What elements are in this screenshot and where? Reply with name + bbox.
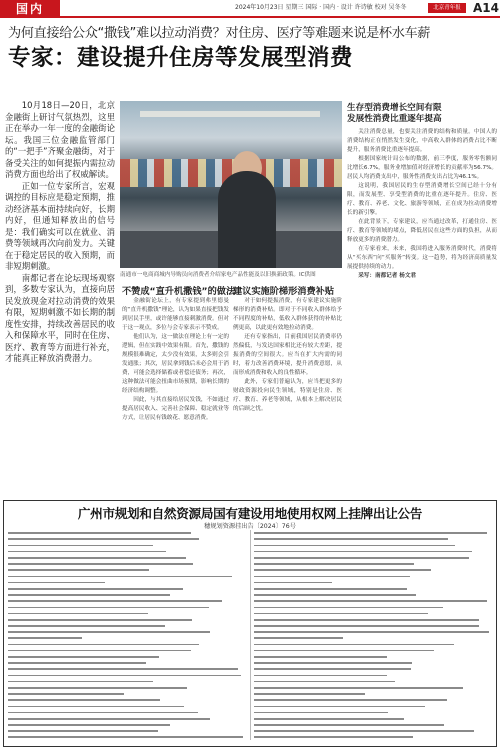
body-paragraph: 在此背景下，专家建议，应当通过改革，打通住房、医疗、教育等领域的堵点，降低居民在这些方面的负担，从而释放更多的消费潜力。 <box>347 219 497 243</box>
body-paragraph: 在专家看来，未来，我国将进入服务消费时代，消费将从“买东西”向“买服务”转变。这一趋势，将为经济高质量发展提供持续的动力。 <box>347 246 497 270</box>
notice-fine-print-line <box>8 734 249 740</box>
article-headline: 专家：建设提升住房等发展型消费 <box>8 45 354 71</box>
page-header <box>0 0 500 18</box>
photo-caption: 南通市一电商商城内导购员向消费者介绍家电产品性能及以旧换新政策。IC供图 <box>120 272 316 278</box>
article-photo <box>120 101 342 268</box>
notice-text-left <box>8 530 249 742</box>
lead-column <box>5 100 115 495</box>
body-paragraph: 因此，与其直接给居民发钱，不如通过提高居民收入、完善社会保障、稳定就业等方式，让居民有钱敢花、愿意消费。 <box>122 397 229 421</box>
lead-paragraph: 10月18日—20日，北京金融街上研讨气氛热烈，这里正在举办一年一度的金融街论坛。我国三位金融监管部门的“一把手”齐聚金融街，对于备受关注的如何提振内需拉动消费方面也给出了权威解读。 <box>5 100 115 179</box>
notice-fine-print-line <box>254 734 495 740</box>
body-paragraph: 关注消费总量，也要关注消费的结构和质量。中国人的消费结构正在悄然发生变化，中高收入群体的消费占比不断提升，服务消费比重逐年提高。 <box>347 129 497 153</box>
body-paragraph: 金融街论坛上，有专家提到弗里德曼的“直升机撒钱”理论，认为如果直接把钱发到居民手里，或许能够直接刺激消费。但对于这一观点，多位与会专家表示不赞成。 <box>122 298 229 331</box>
body-paragraph: 这说明，我国居民的生存型消费增长空间已经十分有限，而发展型、享受型消费的比重在逐年提升。住房、医疗、教育、养老、文化、旅游等领域，正在成为拉动消费增长的新引擎。 <box>347 183 497 216</box>
section-heading-tiered-subsidy: 建议实施阶梯形消费补贴 <box>233 286 335 297</box>
middle-column-1 <box>122 297 229 495</box>
middle-column-2 <box>233 297 342 495</box>
page-number: A14 <box>473 1 499 15</box>
article-subheadline: 为何直接给公众“撒钱”难以拉动消费？对住房、医疗等难题来说是杯水车薪 <box>8 26 431 41</box>
date-line: 2024年10月23日 星期三 国际 · 国内 · 设计 许诗敏 校对 吴冬冬 <box>235 4 407 11</box>
body-paragraph: 还有专家指出，目前我国居民消费率仍然偏低，与发达国家相比还有较大差距，提振消费的空间很大。应当在扩大内需的同时，着力改善消费环境，提升消费意愿，从而形成消费和收入的良性循环。 <box>233 334 342 376</box>
body-paragraph: 根据国家统计局公布的数据，前三季度，服务零售额同比增长6.7%，服务业增加值对经济增长的贡献率为56.7%。居民人均消费支出中，服务性消费支出占比为46.1%。 <box>347 156 497 180</box>
section-label: 国内 <box>0 0 60 18</box>
body-paragraph: 对于如何提振消费，有专家建议实施阶梯形的消费补贴。即对于不同收入群体给予不同程度的补贴，低收入群体获得的补贴比例更高，以此更有效地拉动消费。 <box>233 298 342 331</box>
lead-paragraph: 南都记者在论坛现场观察到，多数专家认为，直接向居民发放现金对拉动消费的效果有限，短期刺激不如长期的制度性安排，持续改善居民的收入和保障水平，同时在住房、医疗、教育等方面进行补充，才能真正释放消费潜力。 <box>5 272 115 363</box>
body-paragraph: 此外，专家们普遍认为，应当把更多的财政资源投向民生领域，特别是住房、医疗、教育、养老等领域，从根本上解决居民的后顾之忧。 <box>233 379 342 412</box>
byline: 采写：南都记者 杨文君 <box>358 273 417 279</box>
right-column <box>347 128 497 495</box>
lead-paragraph: 正如一位专家所言，宏观调控的目标应是稳定预期，推动经济基本面持续向好，长期内好，但通知释放出的信号是：我们确实可以在就业、消费等领域再次向前发力。关键在于稳定居民的收入预期，而非短期刺激。 <box>5 180 115 271</box>
header-rule <box>60 16 500 18</box>
notice-text-right <box>254 530 495 742</box>
body-paragraph: 他们认为，这一做法在理论上有一定的逻辑，但在实践中效果有限。首先，撒钱的规模很难确定，太少没有效果，太多则会引发通胀；其次，居民拿到钱后未必会用于消费，可能会选择储蓄或者偿还债务；再次，这种做法可能会扭曲市场预期，影响长期的经济结构调整。 <box>122 334 229 394</box>
notice-title: 广州市规划和自然资源局国有建设用地使用权网上挂牌出让公告 <box>77 506 423 521</box>
section-heading-helicopter-money: 不赞成“直升机撒钱”的做法 <box>122 286 236 297</box>
notice-divider <box>250 530 251 740</box>
notice-number: 穗规划资源挂出告〔2024〕76号 <box>204 523 296 530</box>
editor-badge: 北京青年报 <box>428 3 466 13</box>
right-heading-line: 生存型消费增长空间有限 发展性消费比重逐年提高 <box>347 103 442 124</box>
right-column-heading <box>347 103 497 124</box>
